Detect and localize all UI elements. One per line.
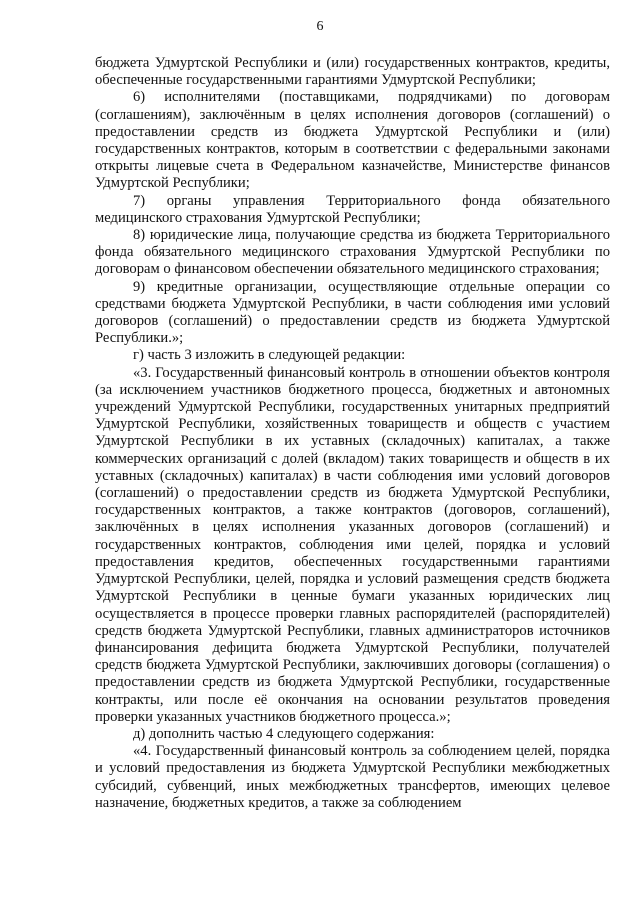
- paragraph: д) дополнить частью 4 следующего содержания:: [133, 725, 435, 742]
- paragraph: бюджета Удмуртской Республики и (или) государственных контрактов, кредиты, обеспеченные государственными гарантиями Удмуртской Республики;: [95, 55, 610, 89]
- paragraph: 8) юридические лица, получающие средства из бюджета Территориального фонда обязательного медицинского страхования Удмуртской Республики по договорам о финансовом обеспечении обязательного медицинского страхования;: [95, 227, 610, 278]
- page-number: 6: [316, 19, 324, 34]
- paragraph: 7) органы управления Территориального фонда обязательного медицинского страхования Удмуртской Республики;: [95, 192, 610, 226]
- paragraph: г) часть 3 изложить в следующей редакции:: [133, 347, 406, 364]
- paragraph: «4. Государственный финансовый контроль за соблюдением целей, порядка и условий предоставления из бюджета Удмуртской Республики межбюджетных субсидий, субвенций, иных межбюджетных трансфертов, имеющих целевое назначение, бюджетных кредитов, а также за соблюдением: [95, 743, 610, 811]
- paragraph: 6) исполнителями (поставщиками, подрядчиками) по договорам (соглашениям), заключённым в целях исполнения договоров (соглашений) о предоставлении средств из бюджета Удмуртской Республики и (или) государственных контрактов, которым в соответствии с федеральными законами открыты лицевые счета в Федеральном казначействе, Министерстве финансов Удмуртской Республики;: [95, 89, 610, 192]
- document-body: [95, 55, 610, 812]
- paragraph: 9) кредитные организации, осуществляющие отдельные операции со средствами бюджета Удмуртской Республики, в части соблюдения ими условий договоров (соглашений) о предоставлении средств из бюджета Удмуртской Республики.»;: [95, 278, 610, 347]
- paragraph: «3. Государственный финансовый контроль в отношении объектов контроля (за исключением участников бюджетного процесса, бюджетных и автономных учреждений Удмуртской Республики, государственных унитарных предприятий Удмуртской Республики, хозяйственных товариществ и обществ с участием Удмуртской Республики в их уставных (складочных) капиталах, а также коммерческих организаций с долей (вкладом) таких товариществ и обществ в их уставных (складочных) капиталах) в части соблюдения ими условий договоров (соглашений) о предоставлении средств из бюджета Удмуртской Республики, государственных контрактов, а также контрактов (договоров, соглашений), заключённых в целях исполнения указанных договоров (соглашений) и государственных контрактов, соблюдения ими целей, порядка и условий предоставления кредитов, обеспеченных государственными гарантиями Удмуртской Республики, целей, порядка и условий размещения средств бюджета Удмуртской Республики в ценные бумаги указанных юридических лиц осуществляется в процессе проверки главных распорядителей (распорядителей) средств бюджета Удмуртской Республики, главных администраторов источников финансирования дефицита бюджета Удмуртской Республики, получателей средств бюджета Удмуртской Республики, заключивших договоры (соглашения) о предоставлении средств из бюджета Удмуртской Республики, государственные контракты, или после её окончания на основании результатов проведения проверки указанных участников бюджетного процесса.»;: [95, 364, 610, 725]
